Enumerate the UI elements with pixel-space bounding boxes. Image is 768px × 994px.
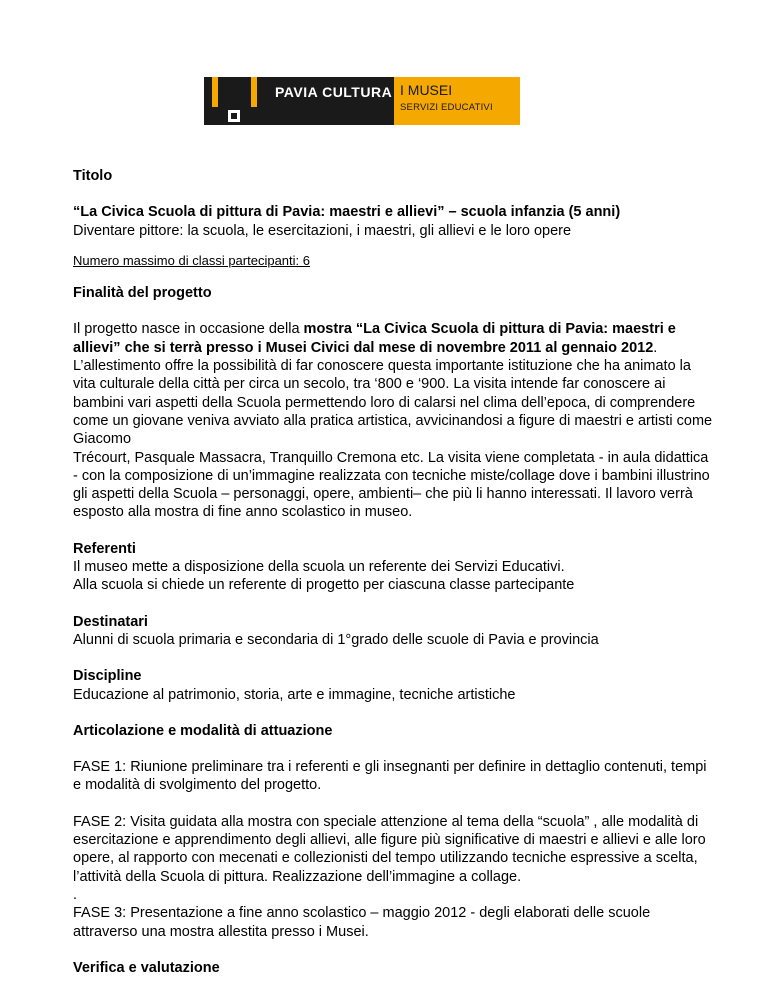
fase-1: FASE 1: Riunione preliminare tra i referenti e gli insegnanti per definire in dettaglio contenuti, tempi e modalità di svolgimento del progetto. [73, 759, 707, 794]
destinatari-text: Alunni di scuola primaria e secondaria di 1°grado delle scuole di Pavia e provincia [73, 631, 599, 648]
project-title: “La Civica Scuola di pittura di Pavia: maestri e allievi” – scuola infanzia (5 anni) [73, 204, 621, 221]
fase-3: FASE 3: Presentazione a fine anno scolastico – maggio 2012 - degli elaborati delle scuole attraverso una mostra allestita presso i Musei. [73, 905, 651, 940]
logo-section-box [394, 77, 520, 125]
dot-separator: . [73, 886, 78, 903]
logo-mark-icon [204, 77, 265, 125]
articolazione-heading: Articolazione e modalità di attuazione [73, 722, 333, 739]
discipline-text: Educazione al patrimonio, storia, arte e immagine, tecniche artistiche [73, 686, 516, 703]
logo-section: I MUSEI [400, 82, 453, 98]
finalita-text-c: . L’allestimento offre la possibilità di far conoscere questa importante istituzione che ha animato la vita culturale della città per circa un secolo, tra ‘800 e ‘900. La visita intende far conoscere ai bambini vari aspetti della Scuola permettendo loro di calarsi nel clima dell’epoca, di comprendere come un giovane veniva avviato alla pratica artistica, avvicinandosi a figure di maestri e artisti come Giacomo [73, 339, 713, 448]
logo-brand: PAVIA CULTURA [265, 77, 394, 125]
logo-subsection: SERVIZI EDUCATIVI [400, 102, 493, 113]
referenti-line-2: Alla scuola si chiede un referente di progetto per ciascuna classe partecipante [73, 577, 575, 594]
finalita-paragraph-2: Trécourt, Pasquale Massacra, Tranquillo Cremona etc. La visita viene completata - in aula didattica - con la composizione di un’immagine realizzata con tecniche miste/collage dove i bambini illustrino gli aspetti della Scuola – personaggi, opere, ambienti– che più li hanno interessati. Il lavoro verrà esposto alla mostra di fine anno scolastico in museo. [73, 449, 710, 521]
discipline-heading: Discipline [73, 668, 142, 685]
verifica-heading: Verifica e valutazione [73, 959, 220, 976]
document-body [73, 167, 713, 977]
referenti-heading: Referenti [73, 540, 136, 557]
finalita-text-bold: mostra “La Civica Scuola di pittura di Pavia: maestri e allievi” che si terrà presso i Musei Civici dal mese di novembre 2011 al gennaio 2012 [73, 321, 676, 356]
finalita-heading: Finalità del progetto [73, 285, 212, 302]
numero-classi: Numero massimo di classi partecipanti: 6 [73, 252, 310, 268]
project-subtitle: Diventare pittore: la scuola, le esercitazioni, i maestri, gli allievi e le loro opere [73, 222, 572, 239]
finalita-text-a: Il progetto nasce in occasione della [73, 321, 304, 338]
referenti-line-1: Il museo mette a disposizione della scuola un referente dei Servizi Educativi. [73, 559, 565, 576]
fase-2: FASE 2: Visita guidata alla mostra con speciale attenzione al tema della “scuola” , alle modalità di esercitazione e apprendimento degli allievi, alle figure più significative di maestri e allievi e alle loro opere, al rapporto con mecenati e collezionisti del tempo utilizzando tecniche espressive a scelta, l’attività della Scuola di pittura. Realizzazione dell’immagine a collage. [73, 813, 706, 885]
titolo-label: Titolo [73, 168, 113, 184]
finalita-paragraph [73, 320, 713, 448]
pavia-cultura-logo [204, 77, 520, 125]
destinatari-heading: Destinatari [73, 613, 148, 630]
